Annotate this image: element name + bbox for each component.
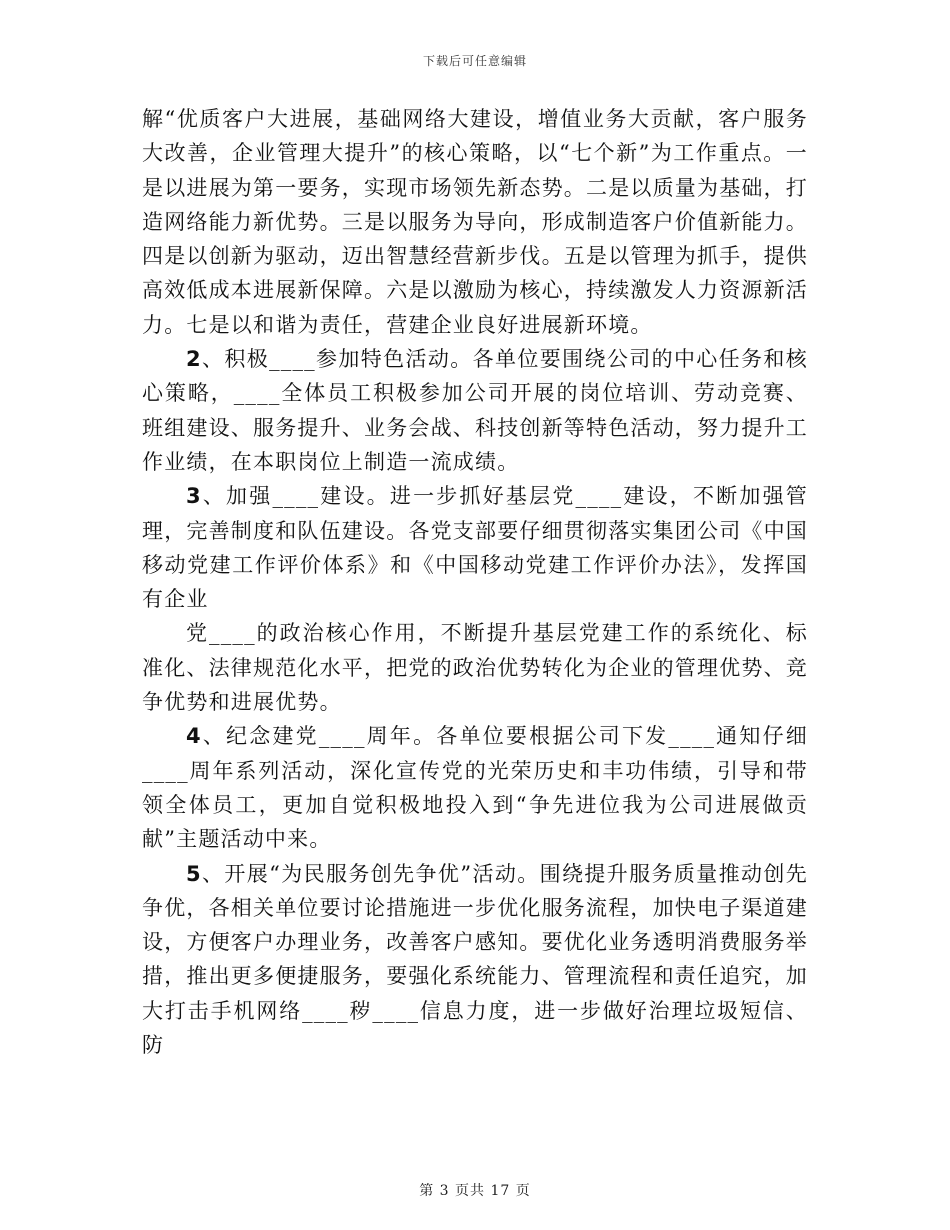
paragraph-5: [142, 857, 808, 1063]
paragraph-4: [142, 719, 808, 856]
paragraph-5-text: 、开展“为民服务创先争优”活动。围绕提升服务质量推动创先争优，各相关单位要讨论措施进一步优化服务流程，加快电子渠道建设，方便客户办理业务，改善客户感知。要优化业务透明消费服务举措，推出更多便捷服务，要强化系统能力、管理流程和责任追究，加大打击手机网络____秽____信息力度，进一步做好治理垃圾短信、防: [142, 861, 808, 1058]
paragraph-3-continued: [142, 616, 808, 719]
paragraph-3-continued-text: 党____的政治核心作用，不断提升基层党建工作的系统化、标准化、法律规范化水平，把党的政治优势转化为企业的管理优势、竞争优势和进展优势。: [142, 621, 808, 715]
paragraph-4-text: 、纪念建党____周年。各单位要根据公司下发____通知仔细____周年系列活动，深化宣传党的光荣历史和丰功伟绩，引导和带领全体员工，更加自觉积极地投入到“争先进位我为公司进展做贡献”主题活动中来。: [142, 724, 808, 852]
item-number-3: 3: [186, 484, 202, 509]
item-number-2: 2: [186, 347, 202, 372]
page-header: 下载后可任意编辑: [422, 54, 527, 68]
item-number-4: 4: [186, 724, 202, 749]
paragraph-1: [142, 102, 808, 342]
paragraph-3: [142, 479, 808, 616]
paragraph-2-text: 、积极____参加特色活动。各单位要围绕公司的中心任务和核心策略，____全体员工积极参加公司开展的岗位培训、劳动竞赛、班组建设、服务提升、业务会战、科技创新等特色活动，努力提升工作业绩，在本职岗位上制造一流成绩。: [142, 347, 808, 474]
paragraph-3-text: 、加强____建设。进一步抓好基层党____建设，不断加强管理，完善制度和队伍建设。各党支部要仔细贯彻落实集团公司《中国移动党建工作评价体系》和《中国移动党建工作评价办法》，发挥国有企业: [142, 484, 808, 612]
paragraph-1-text: 解“优质客户大进展，基础网络大建设，增值业务大贡献，客户服务大改善，企业管理大提升”的核心策略，以“七个新”为工作重点。一是以进展为第一要务，实现市场领先新态势。二是以质量为基础，打造网络能力新优势。三是以服务为导向，形成制造客户价值新能力。四是以创新为驱动，迈出智慧经营新步伐。五是以管理为抓手，提供高效低成本进展新保障。六是以激励为核心，持续激发人力资源新活力。七是以和谐为责任，营建企业良好进展新环境。: [142, 107, 808, 337]
item-number-5: 5: [186, 861, 202, 886]
document-body: [142, 102, 808, 1062]
page-footer: 第 3 页共 17 页: [419, 1183, 531, 1199]
paragraph-2: [142, 342, 808, 479]
